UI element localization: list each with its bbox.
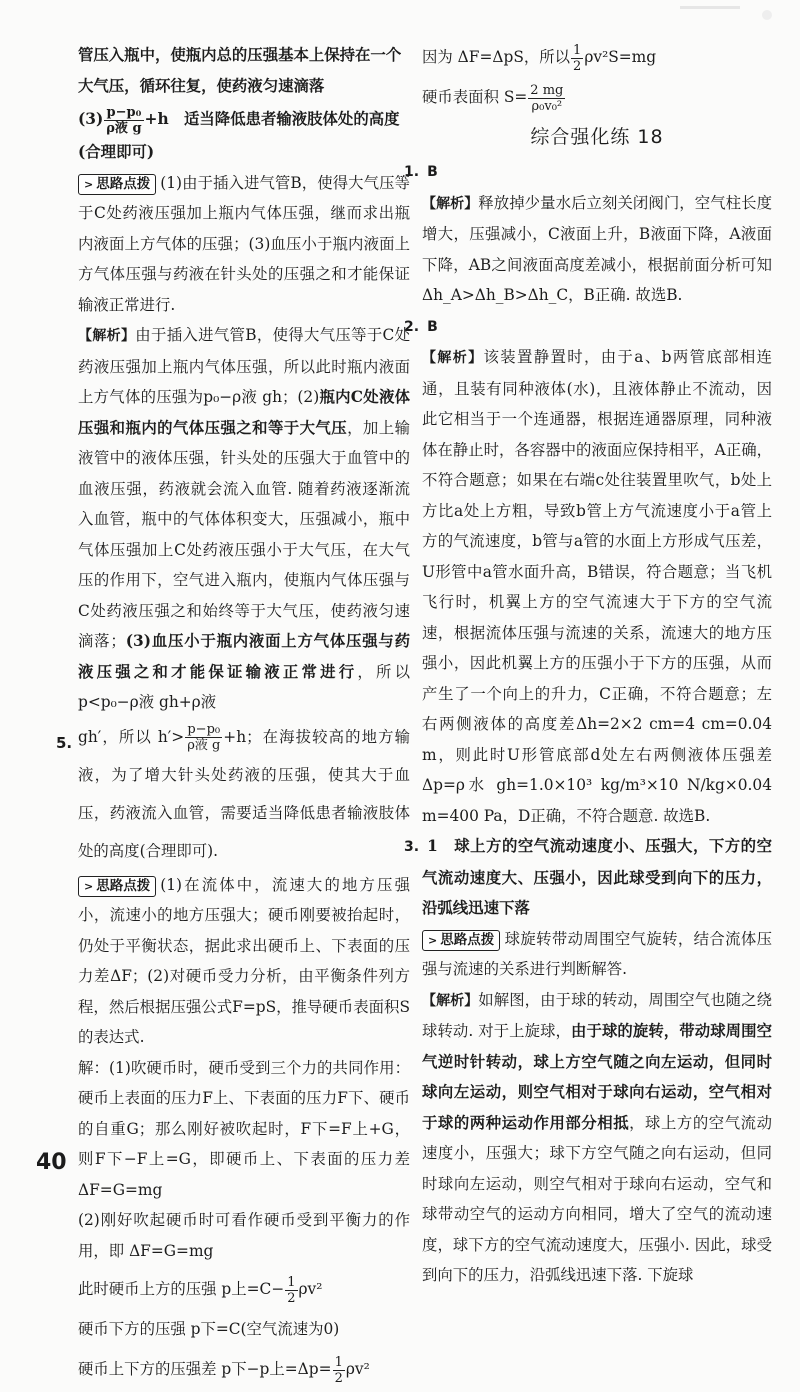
question-1-answer: 1. B [404,164,438,180]
fraction: $\frac{\text{p−p₀}}{\text{ρ液 g}}$ [106,104,142,136]
question-number: 5. [56,734,73,752]
fraction: $\frac{2 mg}{\text{ρ₀v₀²}}$ [530,82,564,114]
answer-formula-line: (3) $\frac{\text{p−p₀}}{\text{ρ液 g}}$ +h 适当降低患者输液肢体处的高度 [78,104,400,136]
left-column [78,40,410,1392]
hint-tag: > 思路点拨 [78,876,156,897]
analysis-formula-line: gh′，所以 h′> $\frac{\text{p−p₀}}{\text{ρ液 g}}$ +h；在海拔较高的地方输液，为了增大针头处药液的压强，使其大于血压，药液流入血管，需要适当降低患者输液肢体处的高度(合理即可). [78,722,410,860]
question-2-answer: 2. B [404,318,438,335]
hint-tag: > 思路点拨 [78,174,156,195]
question-5-solution: (2)刚好吹起硬币时可看作硬币受到平衡力的作用，即 ΔF=G=mg [78,1211,410,1260]
formula-line: 硬币表面积 S= $\frac{2 mg}{\text{ρ₀v₀²}}$ [422,82,564,114]
question-3-answer: 3. 1 球上方的空气流动速度小、压强大，下方的空气流动速度大、压强小，因此球受到向下的压力，沿弧线迅速下落 [404,837,772,917]
question-1-analysis: 【解析】释放掉少量水后立刻关闭阀门，空气柱长度增大，压强减小，C液面上升，B液面下降，A液面下降，AB之间液面高度差减小，根据前面分析可知 Δh_A>Δh_B>Δh_C，B正确. 故选B. [422,193,772,304]
analysis-label: 【解析】 [78,328,136,344]
fraction: $\frac{1}{2}$ [573,42,582,74]
fraction: $\frac{1}{2}$ [287,1274,296,1306]
hint-tag: > 思路点拨 [422,930,500,951]
answer-line: (合理即可) [78,143,155,161]
formula-line: 硬币上下方的压强差 p下−p上=Δp= $\frac{1}{2}$ ρv² [78,1354,370,1386]
analysis-label: 【解析】 [422,992,479,1009]
question-5-hint: > 思路点拨 (1)在流体中，流速大的地方压强小，流速小的地方压强大；硬币刚要被抬起时，仍处于平衡状态，据此求出硬币上、下表面的压力差ΔF；(2)对硬币受力分析，由平衡条件列方程，然后根据压强公式F=pS，推导硬币表面积S的表达式. [78,875,410,1046]
answer-line: 管压入瓶中，使瓶内总的压强基本上保持在一个 [78,46,402,64]
formula-line: 此时硬币上方的压强 p上=C− $\frac{1}{2}$ ρv² [78,1274,323,1306]
hint-paragraph: > 思路点拨 (1)由于插入进气管B，使得大气压等于C处药液压强加上瓶内气体压强，继而求出瓶内液面上方气体的压强；(3)血压小于瓶内液面上方气体压强与药液在针头处的压强之和才能保证输液正常进行. [78,173,410,314]
question-2-analysis: 【解析】该装置静置时，由于a、b两管底部相连通，且装有同种液体(水)，且液体静止不流动，因此它相当于一个连通器，根据连通器原理，同种液体在静止时，各容器中的液面应保持相平，A正确，不符合题意；如果在右端c处往装置里吹气，b处上方比a处上方粗，导致b管上方气流速度小于a管上方的气流速度，b管与a管的水面上方形成气压差，U形管中a管水面升高，B错误，符合题意；当飞机飞行时，机翼上方的空气流速大于下方的空气流速，根据流体压强与流速的关系，流速大的地方压强小，因此机翼上方的压强小于下方的压强，从而产生了一个向上的升力，C正确，不符合题意；左右两侧液体的高度差Δh=2×2 cm=4 cm=0.04 m，则此时U形管底部d处左右两侧液体压强差Δp=ρ水 gh=1.0×10³ kg/m³×10 N/kg×0.04 m=400 Pa，D正确，不符合题意. 故选B. [422,348,773,825]
analysis-label: 【解析】 [422,350,484,366]
answer-line: 大气压，循环往复，使药液匀速滴落 [78,76,325,95]
page-number: 40 [36,1150,67,1175]
formula-line: 因为 ΔF=ΔpS，所以 $\frac{1}{2}$ ρv²S=mg [422,42,657,74]
question-3-hint: > 思路点拨 球旋转带动周围空气旋转，结合流体压强与流速的关系进行判断解答. [422,929,772,978]
question-3-analysis: 【解析】如解图，由于球的转动，周围空气也随之绕球转动. 对于上旋球，由于球的旋转，带动球周围空气逆时针转动，球上方空气随之向左运动，但同时球向左运动，则空气相对于球向右运动，空气相对于球的两种运动作用部分相抵，球上方的空气流动速度小，压强大；球下方空气随之向右运动，但同时球向左运动，则空气相对于球向右运动，空气和球带动空气的运动方向相同，增大了空气的流动速度，球下方的空气流动速度大，压强小. 因此，球受到向下的压力，沿弧线迅速下落. 下旋球 [422,990,772,1284]
formula-line: 硬币下方的压强 p下=C(空气流速为0) [78,1320,340,1338]
analysis-paragraph: 【解析】由于插入进气管B，使得大气压等于C处药液压强加上瓶内气体压强，所以此时瓶内液面上方气体的压强为p₀−ρ液 gh；(2)瓶内C处液体压强和瓶内的气体压强之和等于大气压，加上输液管中的液体压强，针头处的压强大于血管中的血液压强，药液就会流入血管. 随着药液逐渐流入血管，瓶中的气体体积变大，压强减小，瓶中气体压强加上C处药液压强小于大气压，在大气压的作用下，空气进入瓶内，使瓶内气体压强与C处药液压强之和始终等于大气压，使药液匀速滴落；(3)血压小于瓶内液面上方气体压强与药液压强之和才能保证输液正常进行，所以 p<p₀−ρ液 gh+ρ液 [78,326,411,711]
fraction: $\frac{1}{2}$ [334,1354,343,1386]
question-5-solution: 解：(1)吹硬币时，硬币受到三个力的共同作用：硬币上表面的压力F上、下表面的压力F下、硬币的自重G；那么刚好被吹起时，F下=F上+G，则F下−F上=G，即硬币上、下表面的压力差ΔF=G=mg [78,1058,410,1199]
section-title: 综合强化练 18 [530,126,664,148]
analysis-label: 【解析】 [422,195,479,212]
scan-dot [762,10,772,20]
right-column [404,40,773,1291]
fraction: $\frac{\text{p−p₀}}{\text{ρ液 g}}$ [187,722,221,753]
scan-mark [680,6,740,9]
